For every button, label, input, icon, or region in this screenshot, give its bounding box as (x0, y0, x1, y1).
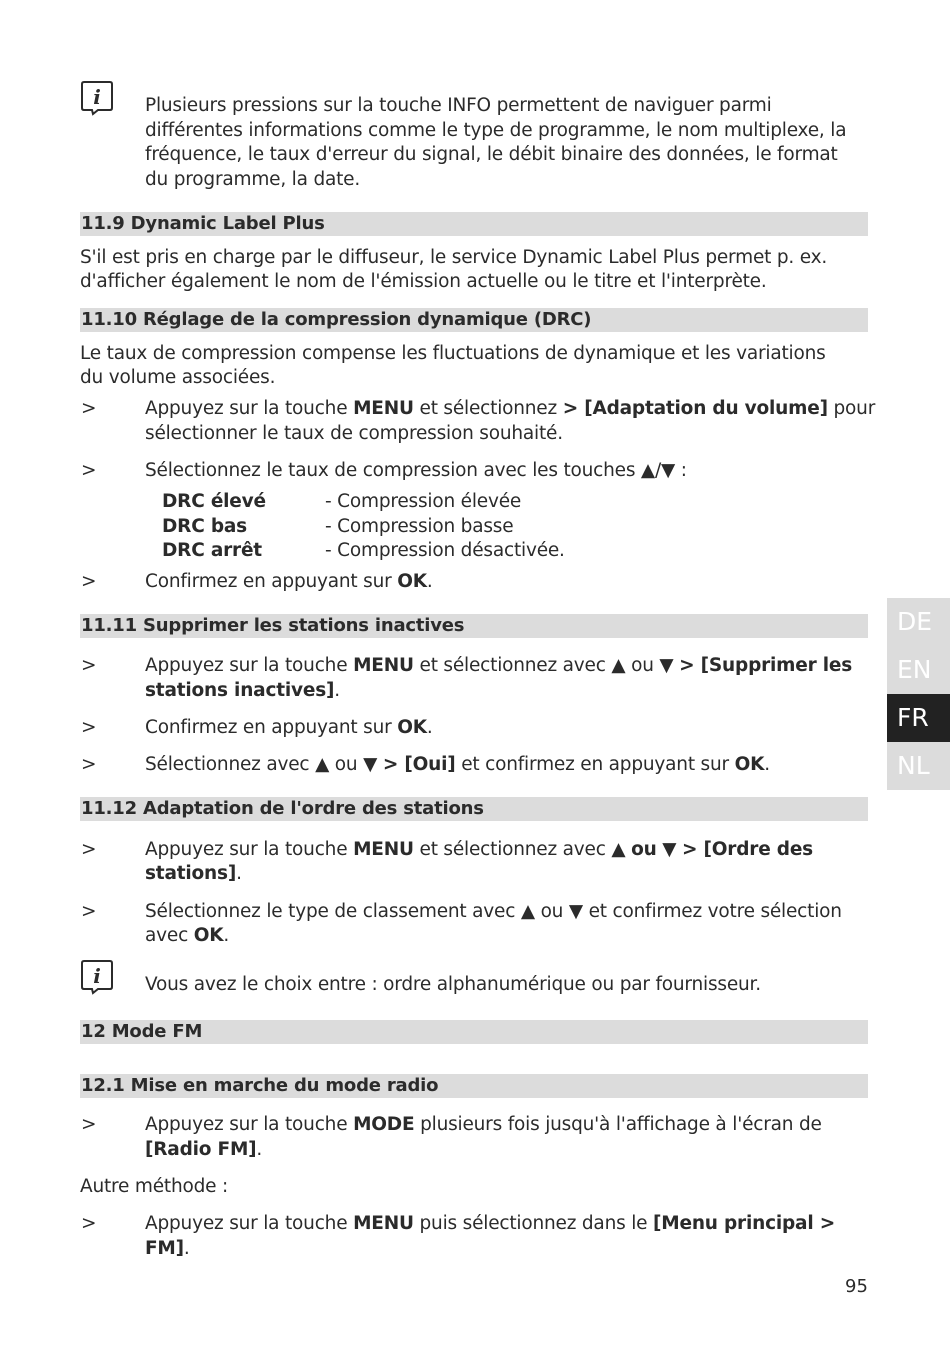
info-note-icon (80, 959, 114, 995)
step-line: Appuyez sur la touche MODE plusieurs fois jusqu'à l'affichage à l'écran de (145, 1114, 822, 1135)
drc-option-label: DRC arrêt (162, 540, 262, 561)
language-tab-en[interactable]: EN (887, 646, 950, 694)
drc-option-desc: - Compression désactivée. (325, 540, 565, 561)
paragraph-line: Le taux de compression compense les fluctuations de dynamique et les variations (80, 343, 826, 364)
language-tab-nl[interactable]: NL (887, 742, 950, 790)
svg-text:i: i (93, 964, 101, 988)
drc-option-label: DRC bas (162, 516, 247, 537)
step-line: Sélectionnez le type de classement avec ▲ ou ▼ et confirmez votre sélection (145, 901, 842, 922)
step-marker: > (81, 571, 97, 592)
paragraph-line: Autre méthode : (80, 1176, 229, 1197)
step-line: Confirmez en appuyant sur OK. (145, 717, 433, 738)
step-marker: > (81, 839, 97, 860)
step-line: sélectionner le taux de compression souhaité. (145, 423, 563, 444)
language-tab-fr[interactable]: FR (887, 694, 950, 742)
paragraph-line: d'afficher également le nom de l'émission actuelle ou le titre et l'interprète. (80, 271, 767, 292)
paragraph-line: du volume associées. (80, 367, 276, 388)
info-line: Plusieurs pressions sur la touche INFO permettent de naviguer parmi (145, 95, 772, 116)
step-line: stations inactives]. (145, 680, 340, 701)
step-line: Appuyez sur la touche MENU et sélectionnez avec ▲ ou ▼ > [Ordre des (145, 839, 813, 860)
step-marker: > (81, 754, 97, 775)
info-line: Vous avez le choix entre : ordre alphanumérique ou par fournisseur. (145, 974, 761, 995)
info-line: fréquence, le taux d'erreur du signal, le débit binaire des données, le format (145, 144, 838, 165)
step-line: avec OK. (145, 925, 230, 946)
info-line: différentes informations comme le type de programme, le nom multiplexe, la (145, 120, 847, 141)
step-marker: > (81, 460, 97, 481)
paragraph-line: S'il est pris en charge par le diffuseur, le service Dynamic Label Plus permet p. ex. (80, 247, 828, 268)
step-marker: > (81, 717, 97, 738)
section-heading-11-12: 11.12 Adaptation de l'ordre des stations (80, 797, 868, 821)
step-line: [Radio FM]. (145, 1139, 263, 1160)
info-line: du programme, la date. (145, 169, 361, 190)
section-heading-12-1: 12.1 Mise en marche du mode radio (80, 1074, 868, 1098)
step-line: Sélectionnez avec ▲ ou ▼ > [Oui] et confirmez en appuyant sur OK. (145, 754, 770, 775)
step-line: stations]. (145, 863, 242, 884)
section-heading-11-9: 11.9 Dynamic Label Plus (80, 212, 868, 236)
step-line: Sélectionnez le taux de compression avec les touches ▲/▼ : (145, 460, 687, 481)
step-marker: > (81, 1213, 97, 1234)
drc-option-desc: - Compression basse (325, 516, 514, 537)
step-marker: > (81, 655, 97, 676)
section-heading-11-10: 11.10 Réglage de la compression dynamique (DRC) (80, 308, 868, 332)
step-line: FM]. (145, 1238, 190, 1259)
section-heading-12: 12 Mode FM (80, 1020, 868, 1044)
page-number: 95 (845, 1276, 868, 1297)
info-note-icon (80, 80, 114, 116)
step-marker: > (81, 901, 97, 922)
section-heading-11-11: 11.11 Supprimer les stations inactives (80, 614, 868, 638)
step-line: Appuyez sur la touche MENU puis sélectionnez dans le [Menu principal > (145, 1213, 836, 1234)
step-line: Appuyez sur la touche MENU et sélectionnez > [Adaptation du volume] pour (145, 398, 876, 419)
step-marker: > (81, 1114, 97, 1135)
language-tab-de[interactable]: DE (887, 598, 950, 646)
step-marker: > (81, 398, 97, 419)
drc-option-desc: - Compression élevée (325, 491, 522, 512)
svg-text:i: i (93, 85, 101, 109)
drc-option-label: DRC élevé (162, 491, 266, 512)
step-line: Appuyez sur la touche MENU et sélectionnez avec ▲ ou ▼ > [Supprimer les (145, 655, 853, 676)
step-line: Confirmez en appuyant sur OK. (145, 571, 433, 592)
